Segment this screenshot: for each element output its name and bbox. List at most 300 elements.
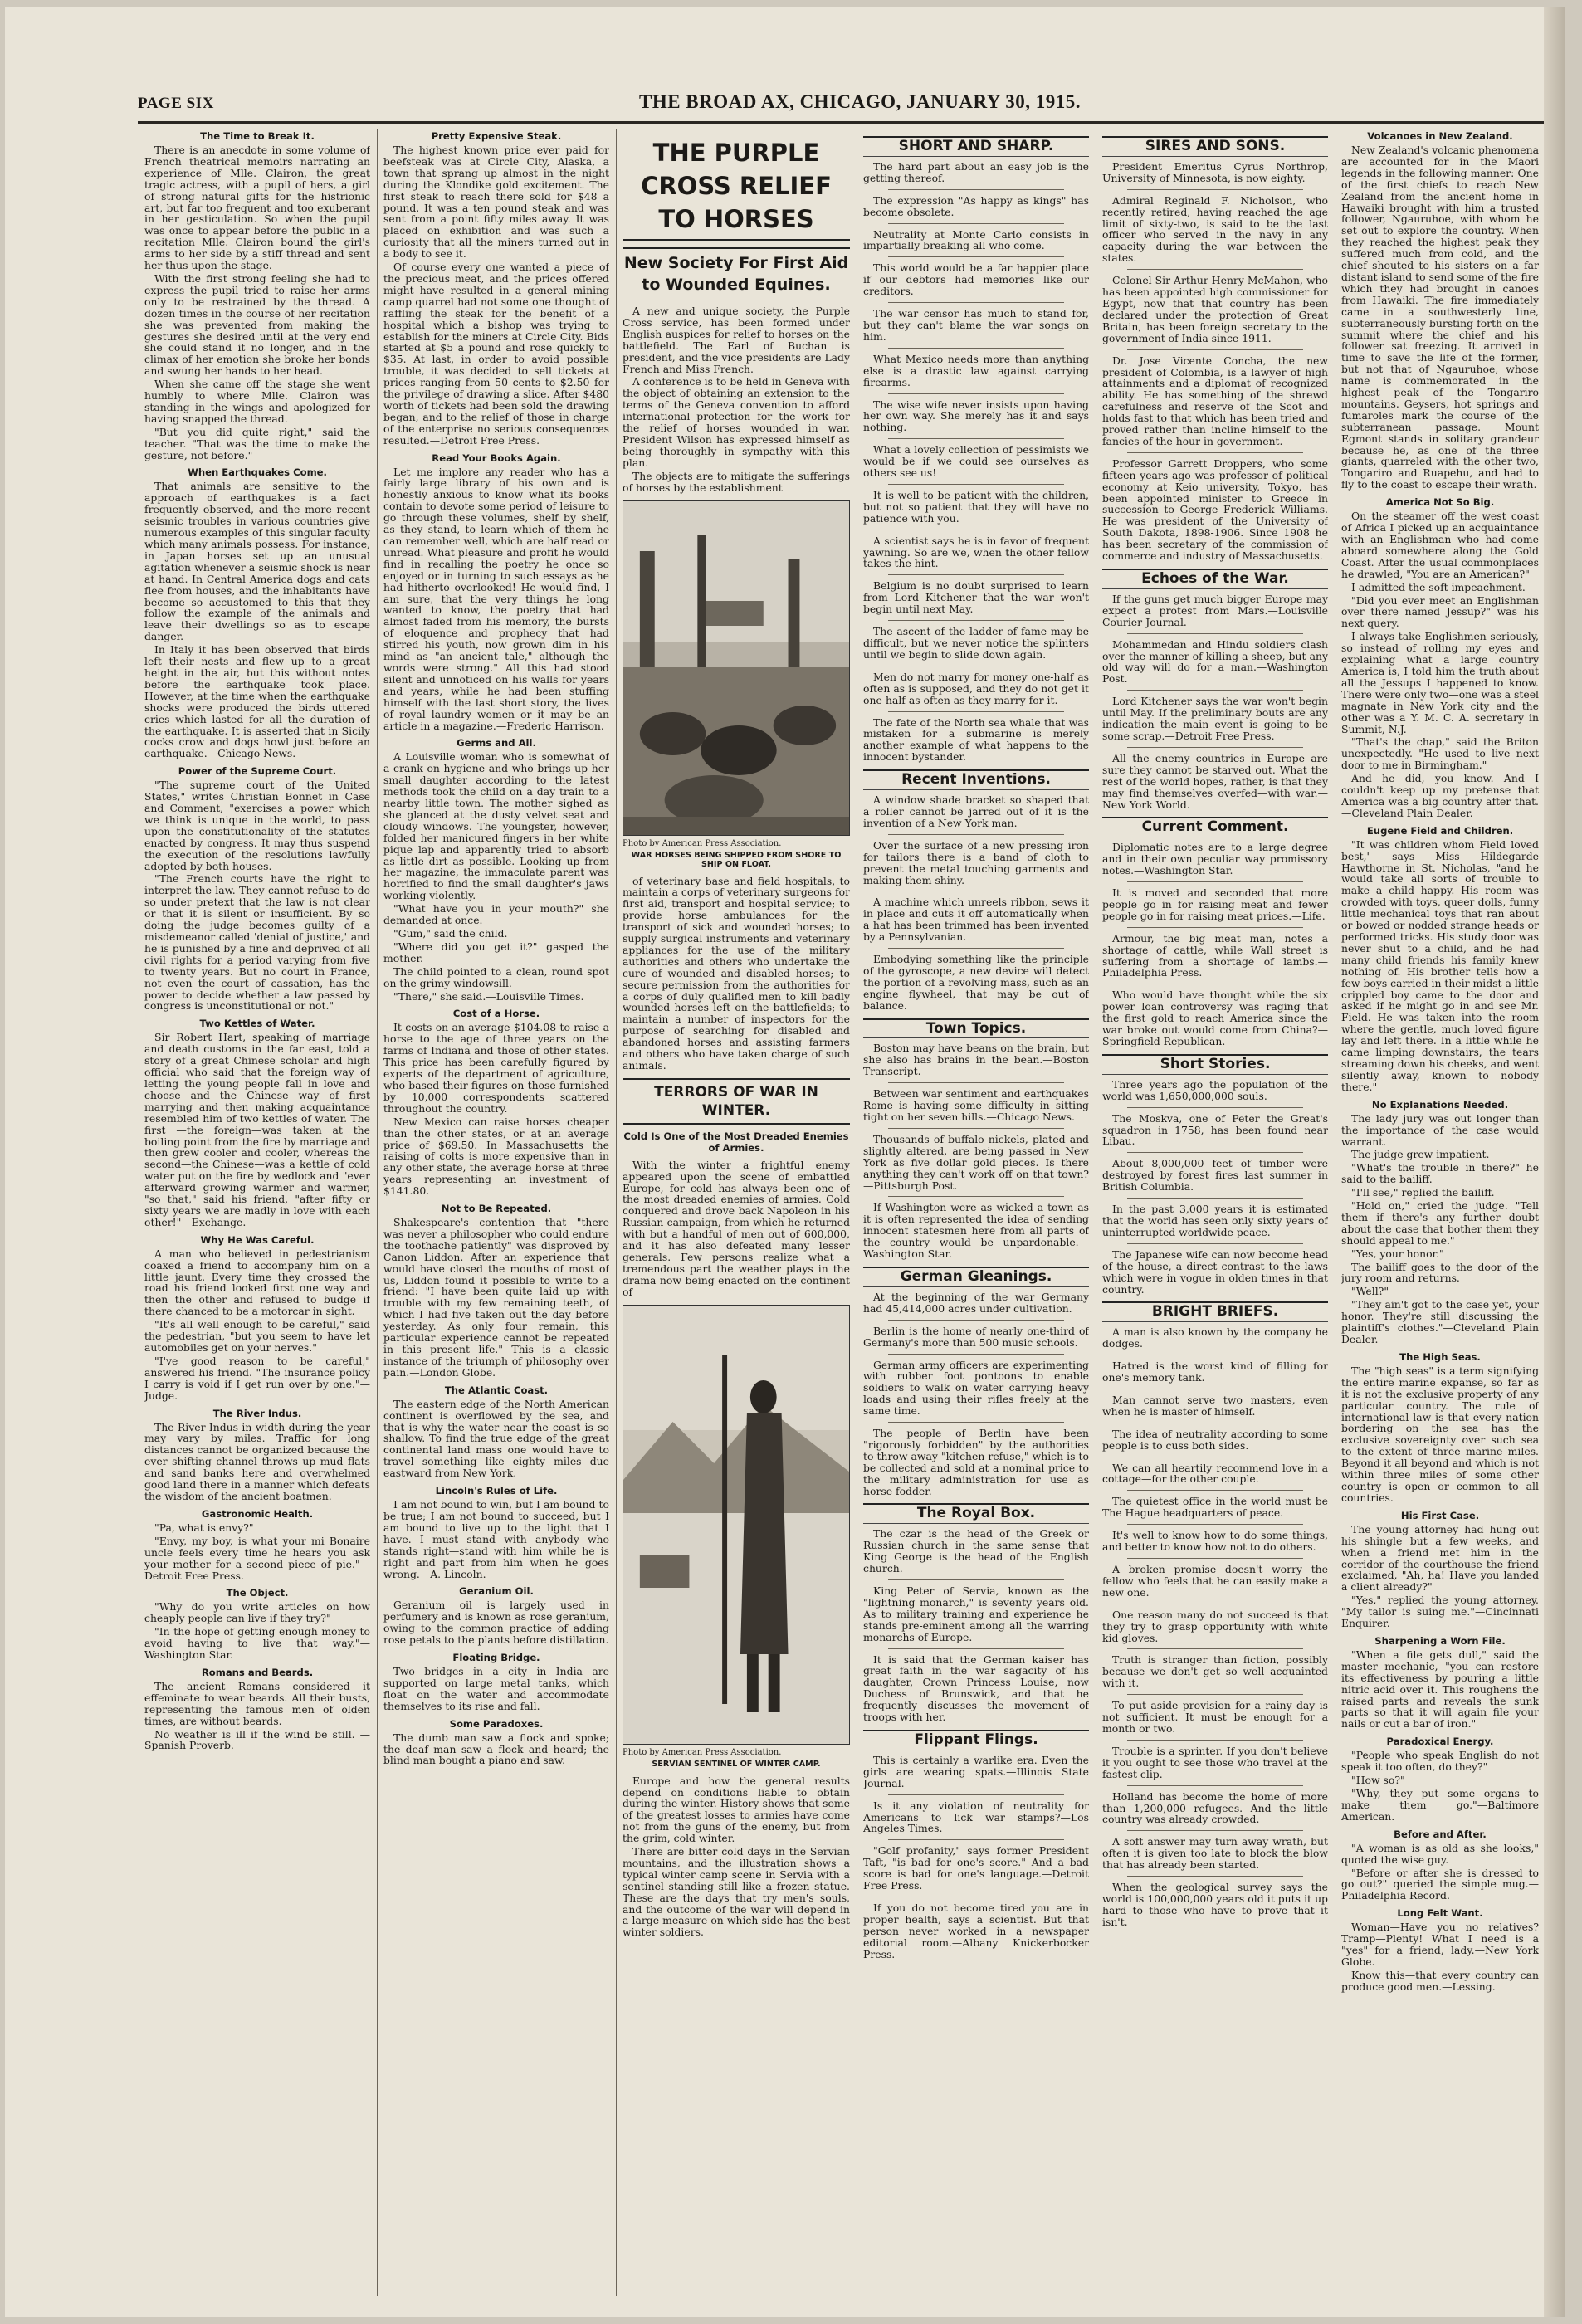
article-paragraph: "The supreme court of the United States," writes Christian Bonnet in Case and Comment, "exercises a power which we think is unique in the world, to pass upon the constitutionality of the statutes enacted by congress. It may thus suspend the execution of the resolutions lawfully adopted by both houses.	[144, 779, 370, 872]
feature-headline: THE PURPLE CROSS RELIEF TO HORSES	[623, 133, 850, 241]
column-2	[383, 129, 609, 2296]
article-heading: Power of the Supreme Court.	[178, 765, 337, 778]
article-paragraph: "In the hope of getting enough money to avoid having to live that way."—Washington Star.	[144, 1625, 370, 1662]
article-paragraph: A scientist says he is in favor of frequent yawning. So are we, when the other fellow takes the hint.	[863, 534, 1089, 570]
feature-body-2	[623, 876, 850, 1072]
section-item	[863, 1042, 1089, 1077]
item-divider	[1127, 1198, 1303, 1199]
article-heading: Germs and All.	[457, 737, 536, 749]
article-paragraph: Europe and how the general results depend on conditions liable to obtain during the winter. History shows that some of the greatest losses to armies have come not from the guns of the enemy, but from the grim, cold winter.	[623, 1774, 850, 1845]
article-paragraph: The war censor has much to stand for, but they can't blame the war songs on him.	[863, 307, 1089, 343]
item-divider	[888, 1354, 1064, 1355]
section-item	[863, 1902, 1089, 1960]
article-paragraph: "It's all well enough to be careful," said the pedestrian, "but you seem to have let automobiles get on your nerves."	[144, 1318, 370, 1354]
item-divider	[888, 348, 1064, 349]
section-heading: BRIGHT BRIEFS.	[1102, 1301, 1328, 1322]
column-rule	[616, 129, 617, 2296]
section-item	[863, 535, 1089, 570]
photo-caption: SERVIAN SENTINEL OF WINTER CAMP.	[652, 1759, 821, 1769]
article-paragraph: The wise wife never insists upon having her own way. She merely has it and says nothing.	[863, 398, 1089, 434]
article	[1341, 1511, 1539, 1629]
article-paragraph: Three years ago the population of the world was 1,650,000,000 souls.	[1102, 1077, 1328, 1102]
section-item	[1102, 989, 1328, 1047]
article	[383, 1653, 609, 1712]
item-divider	[888, 1320, 1064, 1321]
article-paragraph: The young attorney had hung out his shingle but a few weeks, and when a friend met him in the corridor of the courthouse the friend exclaimed, "Ah, ha! Have you landed a client already?"	[1341, 1522, 1539, 1594]
section-item	[863, 717, 1089, 764]
article-paragraph: President Emeritus Cyrus Northrop, University of Minnesota, is now eighty.	[1102, 159, 1328, 184]
section-item	[1102, 1530, 1328, 1553]
article	[144, 1667, 370, 1751]
section-item	[1102, 696, 1328, 742]
section-item	[863, 229, 1089, 252]
section-item	[1102, 1609, 1328, 1644]
article-paragraph: It is moved and seconded that more people go in for raising meat and fewer people go in for raising meat prices.—Life.	[1102, 886, 1328, 922]
item-divider	[888, 834, 1064, 835]
article-heading: The High Seas.	[1399, 1350, 1481, 1363]
article	[383, 1204, 609, 1379]
article-paragraph: "Well?"	[1351, 1285, 1389, 1298]
article	[144, 1409, 370, 1502]
section-item	[1102, 1428, 1328, 1452]
article	[1341, 1100, 1539, 1345]
article-heading: Lincoln's Rules of Life.	[435, 1485, 558, 1497]
newspaper-title: THE BROAD AX, CHICAGO, JANUARY 30, 1915.	[638, 91, 1082, 112]
item-divider	[888, 223, 1064, 224]
article-paragraph: "They ain't got to the case yet, your honor. They're still discussing the plaintiff's clothes."—Cleveland Plain Dealer.	[1341, 1298, 1539, 1345]
article-paragraph: It's well to know how to do some things, and better to know how not to do others.	[1102, 1529, 1328, 1554]
photo-war-horses	[623, 500, 850, 836]
section-item	[1102, 753, 1328, 811]
article-paragraph: Diplomatic notes are to a large degree and in their own peculiar way promissory notes.—Washington Star.	[1102, 841, 1328, 877]
article-paragraph: This is certainly a warlike era. Even the girls are wearing spats.—Illinois State Journal.	[863, 1753, 1089, 1789]
item-divider	[1127, 349, 1303, 350]
article-heading: Romans and Beards.	[201, 1666, 314, 1678]
article-paragraph: Let me implore any reader who has a fairly large library of his own and is honestly anxious to know what its books contain to devote some period of leisure to go through these volumes, shelf by shelf, as they stand, to learn which of them he can remember well, which are half read or unread. What pleasure and profit he would find in recalling the poetry he once so enjoyed or in turning to such essays as he had hitherto overlooked! He would find, I am sure, that the very things he long wanted to know, the poetry that had almost faded from his memory, the bursts of eloquence and prophecy that had stirred his youth, now grown dim in his mind as "an ancient tale," although the words were strong." All this had stood silent and unnoticed on his walls for years and years, while he had been stuffing himself with the last short story, the lives of royal laundry women or it may be an article in a magazine.—Frederic Harrison.	[383, 465, 609, 732]
article	[1341, 1908, 1539, 1992]
article	[1341, 1636, 1539, 1730]
article-paragraph: To put aside provision for a rainy day is not sufficient. It must be enough for a month or two.	[1102, 1699, 1328, 1735]
article-paragraph: "Why, they put some organs to make them go."—Baltimore American.	[1341, 1787, 1539, 1823]
article-heading: Some Paradoxes.	[449, 1717, 544, 1730]
article-paragraph: "When a file gets dull," said the master mechanic, "you can restore its effectiveness by pouring a little nitric acid over it. This roughens the raised parts and reveals the sunk parts so that it will again file your nails or cut a bar of iron."	[1341, 1648, 1539, 1731]
article	[383, 738, 609, 1002]
article-paragraph: Admiral Reginald F. Nicholson, who recently retired, having reached the age limit of sixty-two, is said to be the last officer who served in the navy in any capacity during the war between the states.	[1102, 193, 1328, 265]
article	[144, 1235, 370, 1402]
section-item	[863, 399, 1089, 434]
item-divider	[1127, 1785, 1303, 1786]
article-heading: His First Case.	[1400, 1509, 1480, 1521]
article	[383, 1008, 609, 1197]
article-paragraph: The "high seas" is a term signifying the entire marine expanse, so far as it is not the exclusive property of any particular country. The rule of international law is that every nation bordering on the sea has the exclusive sovereignty over such sea to the extent of three marine miles. Beyond it all beyond and which is not within three miles of some other country is open or common to all countries.	[1341, 1364, 1539, 1504]
item-divider	[888, 1082, 1064, 1083]
article-paragraph: Colonel Sir Arthur Henry McMahon, who has been appointed high commissioner for Egypt, now that that country has been declared under the protection of Great Britain, has been foreign secretary to the government of India since 1911.	[1102, 274, 1328, 344]
column-5	[1102, 129, 1328, 2296]
article-paragraph: "Yes, your honor."	[1351, 1247, 1444, 1260]
item-divider	[1127, 1740, 1303, 1741]
article-paragraph: Berlin is the home of nearly one-third of Germany's more than 500 music schools.	[863, 1324, 1089, 1349]
article-paragraph: It costs on an average $104.08 to raise a horse to the age of three years on the farms of Indiana and those of other states. This price has been carefully figured by experts of the department of agriculture, who based their figures on those furnished by 10,000 correspondents scattered throughout the country.	[383, 1021, 609, 1115]
section-item	[1102, 355, 1328, 447]
item-divider	[888, 1422, 1064, 1423]
section-item	[1102, 275, 1328, 344]
section-item	[1102, 1700, 1328, 1735]
section-item	[863, 954, 1089, 1012]
article-paragraph: "Envy, my boy, is what your mi Bonaire uncle feels every time he hears you ask your mother for a second piece of pie."—Detroit Free Press.	[144, 1534, 370, 1582]
article-paragraph: A Louisville woman who is somewhat of a crank on hygiene and who brings up her small daughter according to the latest methods took the child on a day train to a nearby little town. The mother sighed as she glanced at the dusty velvet seat and cloudy windows. The youngster, however, folded her manicured fingers in her white pique lap and apparently tried to absorb as little dirt as possible. Looking up from her magazine, the immaculate parent was horrified to find the small daughter's jaws working violently.	[383, 750, 609, 902]
item-divider	[888, 1794, 1064, 1795]
article-paragraph: "Why do you write articles on how cheaply people can live if they try?"	[144, 1600, 370, 1625]
article-paragraph: The objects are to mitigate the sufferings of horses by the establishment	[623, 469, 850, 494]
section-item	[863, 444, 1089, 479]
section-item	[863, 161, 1089, 184]
article-paragraph: German army officers are experimenting with rubber foot pontoons to enable soldiers to walk on water carrying heavy loads and using their rifles freely at the same time.	[863, 1358, 1089, 1418]
section-item	[1102, 842, 1328, 876]
section-item	[863, 1360, 1089, 1418]
article-paragraph: That animals are sensitive to the approach of earthquakes is a fact frequently observed, and the more recent seismic troubles in various countries give numerous examples of this singular faculty which many animals possess. For instance, in Japan horses set up an unusual agitation whenever a seismic shock is near at hand. In Central America dogs and cats flee from houses, and the inhabitants have become so accustomed to this that they follow the example of the animals and leave their dwellings so as to escape danger.	[144, 480, 370, 643]
article-paragraph: Armour, the big meat man, notes a shortage of cattle, while Wall street is suffering from a shortage of lambs.—Philadelphia Press.	[1102, 931, 1328, 979]
article-paragraph: Truth is stranger than fiction, possibly because we don't get so well acquainted with it.	[1102, 1653, 1328, 1690]
article-paragraph: The ancient Romans considered it effeminate to wear beards. All their busts, representing the famous men of olden times, are without beards.	[144, 1679, 370, 1727]
article-paragraph: "Did you ever meet an Englishman over there named Jessup?" was his next query.	[1341, 593, 1539, 630]
article-paragraph: of veterinary base and field hospitals, to maintain a corps of veterinary surgeons for first aid, transport and hospital service; to provide horse ambulances for the transport of sick and wounded horses; to supply surgical instruments and veterinary appliances for the use of the military authorities and others who undertake the cure of wounded and disabled horses; to secure permission from the authorities for a corps of duly qualified men to kill badly wounded horses left on the battlefields; to maintain a number of inspectors for the purpose of searching for disabled and abandoned horses and assisting farmers and others who have taken charge of such animals.	[623, 874, 850, 1072]
section-heading: Echoes of the War.	[1102, 569, 1328, 589]
article-paragraph: The Japanese wife can now become head of the house, a direct contrast to the laws which were in vogue in olden times in that country.	[1102, 1247, 1328, 1296]
article-paragraph: Professor Garrett Droppers, who some fifteen years ago was professor of political economy at Keio university, Tokyo, has been appointed minister to Greece in succession to George Frederick Williams. He was president of the University of South Dakota, 1898-1906. Since 1908 he has been secretary of the commission of commerce and industry of Massachusetts.	[1102, 456, 1328, 563]
article-paragraph: It is well to be patient with the children, but not so patient that they will have no patience with you.	[863, 488, 1089, 525]
item-divider	[888, 302, 1064, 303]
section-item	[1102, 933, 1328, 979]
article-paragraph: Man cannot serve two masters, even when he is master of himself.	[1102, 1393, 1328, 1418]
article	[383, 1385, 609, 1479]
article-paragraph: A man is also known by the company he dodges.	[1102, 1326, 1328, 1350]
article-paragraph: Geranium oil is largely used in perfumery and is known as rose geranium, owing to the common practice of adding rose petals to the plants before distillation.	[383, 1599, 609, 1647]
article-paragraph: One reason many do not succeed is that they try to grasp opportunity with white kid gloves.	[1102, 1608, 1328, 1644]
article-heading: Long Felt Want.	[1397, 1907, 1483, 1920]
article-paragraph: Is it any violation of neutrality for Americans to lick war stamps?—Los Angeles Times.	[863, 1799, 1089, 1835]
article-paragraph: "Before or after she is dressed to go out?" queried the simple mug.—Philadelphia Record.	[1341, 1866, 1539, 1902]
article-heading: Before and After.	[1394, 1828, 1487, 1840]
item-divider	[888, 393, 1064, 394]
section-item	[1102, 1360, 1328, 1384]
article-paragraph: The Moskva, one of Peter the Great's squadron in 1758, has been found near Libau.	[1102, 1111, 1328, 1148]
item-divider	[888, 711, 1064, 712]
item-divider	[888, 484, 1064, 485]
section-item	[863, 195, 1089, 218]
article-paragraph: "There," she said.—Louisville Times.	[393, 989, 584, 1003]
item-divider	[888, 256, 1064, 257]
article-paragraph: "I'll see," replied the bailiff.	[1351, 1186, 1495, 1199]
section-item	[863, 896, 1089, 943]
article-paragraph: All the enemy countries in Europe are sure they cannot be starved out. What the rest of the world hopes, rather, is that they may find themselves overfed—with war.—New York World.	[1102, 751, 1328, 811]
article	[383, 131, 609, 447]
section-item	[1102, 1158, 1328, 1193]
article-heading: No Explanations Needed.	[1371, 1098, 1509, 1111]
item-divider	[1127, 1830, 1303, 1831]
article-paragraph: We can all heartily recommend love in a cottage—for the other couple.	[1102, 1461, 1328, 1486]
article-paragraph: "Gum," said the child.	[393, 927, 508, 940]
article-heading: Read Your Books Again.	[432, 452, 561, 464]
page-label: PAGE SIX	[138, 95, 214, 112]
section-heading: SHORT AND SHARP.	[863, 136, 1089, 157]
article-paragraph: "It was children whom Field loved best," says Miss Hildegarde Hawthorne in St. Nicholas, "and he would take all sorts of trouble to make a child happy. His room was crowded with toys, queer dolls, funny little mechanical toys that ran about or bowed or nodded strange heads or performed tricks. His study door was never shut to a child, and he had many child friends his family knew nothing of. His brother tells how a few boys carried in their midst a little crippled boy came to the door and asked if he might go in and see Mr. Field. He was taken into the room where the gentle, much loved figure lay and left there. In a little while he came limping downstairs, the tears streaming down his cheeks, and went silently away, known to nobody there."	[1341, 837, 1539, 1093]
article-paragraph: Thousands of buffalo nickels, plated and slightly altered, are being passed in New York as five dollar gold pieces. Is there anything they can't work off on that town?—Pittsburgh Post.	[863, 1132, 1089, 1192]
section-item	[1102, 1079, 1328, 1102]
section-item	[863, 308, 1089, 343]
feature-subhead: New Society For First Aid to Wounded Equines.	[623, 247, 850, 299]
article-paragraph: If you do not become tired you are in proper health, says a scientist. But that person never worked in a newspaper editorial room.—Albany Knickerbocker Press.	[863, 1901, 1089, 1960]
article-paragraph: Belgium is no doubt surprised to learn from Lord Kitchener that the war won't begin until next May.	[863, 579, 1089, 616]
section-heading: Recent Inventions.	[863, 769, 1089, 790]
article-paragraph: No weather is ill if the wind be still. —Spanish Proverb.	[144, 1727, 370, 1752]
item-divider	[1127, 633, 1303, 634]
article-paragraph: Embodying something like the principle of the gyroscope, a new device will detect the portion of a revolving mass, such as an engine flywheel, that may be out of balance.	[863, 953, 1089, 1012]
section-item	[1102, 639, 1328, 686]
item-divider	[1127, 1243, 1303, 1244]
article	[144, 1588, 370, 1661]
item-divider	[888, 189, 1064, 190]
article-paragraph: With the first strong feeling she had to express the pupil tried to raise her arms only to be restrained by the thread. A dozen times in the course of her recitation she was prevented from making the gestures she desired until at the very end she could stand it no longer, and in the climax of her emotion she broke her bonds and swung her hands to her head.	[144, 271, 370, 378]
article-paragraph: "People who speak English do not speak it too often, do they?"	[1341, 1749, 1539, 1774]
section-item	[1102, 1462, 1328, 1486]
article-heading: Not to Be Repeated.	[441, 1203, 552, 1215]
section-item	[1102, 1564, 1328, 1599]
article-paragraph: The expression "As happy as kings" has become obsolete.	[863, 193, 1089, 218]
section-item	[863, 1800, 1089, 1835]
section-item	[1102, 887, 1328, 922]
section-heading: Town Topics.	[863, 1018, 1089, 1039]
article-heading: The Time to Break It.	[200, 130, 315, 142]
article	[144, 131, 370, 461]
article-paragraph: Dr. Jose Vicente Concha, the new president of Colombia, is a lawyer of high attainments and a diplomat of recognized ability. He has something of the shrewd carefulness and reserve of the Scot and holds fast to that which has been tried and proved rather than incline himself to the fancies of the hour in government.	[1102, 354, 1328, 447]
section-item	[863, 1528, 1089, 1575]
section-item	[863, 1428, 1089, 1496]
section-item	[1102, 1496, 1328, 1519]
article-paragraph: A window shade bracket so shaped that a roller cannot be jarred out of it is the invention of a New York man.	[863, 793, 1089, 829]
item-divider	[1127, 747, 1303, 748]
article-heading: The River Indus.	[212, 1407, 302, 1419]
article-paragraph: "A woman is as old as she looks," quoted the wise guy.	[1341, 1841, 1539, 1866]
article-paragraph: "What have you in your mouth?" she demanded at once.	[383, 902, 609, 927]
article-paragraph: In the past 3,000 years it is estimated that the world has seen only sixty years of uninterrupted worldwide peace.	[1102, 1203, 1328, 1238]
article-paragraph: A new and unique society, the Purple Cross service, has been formed under English auspices for relief to horses on the battlefield. The Earl of Buchan is president, and the vice presidents are Lady French and Miss French.	[623, 305, 850, 375]
article-paragraph: "But you did quite right," said the teacher. "That was the time to make the gesture, not before."	[144, 425, 370, 461]
article-paragraph: The fate of the North sea whale that was mistaken for a submarine is merely another example of what happens to the innocent bystander.	[863, 715, 1089, 764]
article-paragraph: The child pointed to a clean, round spot on the grimy windowsill.	[383, 964, 609, 989]
section-item	[863, 1845, 1089, 1892]
article-paragraph: And he did, you know. And I couldn't keep up my pretense that America was a big country after that. —Cleveland Plain Dealer.	[1341, 772, 1539, 819]
column-rule	[377, 129, 378, 2296]
article	[144, 1509, 370, 1582]
item-divider	[1127, 1524, 1303, 1525]
article	[383, 1486, 609, 1579]
article-heading: Paradoxical Energy.	[1386, 1736, 1494, 1748]
article-paragraph: Over the surface of a new pressing iron for tailors there is a band of cloth to prevent the metal touching garments and making them shiny.	[863, 838, 1089, 886]
article-paragraph: "The French courts have the right to interpret the law. They cannot refuse to do so under pretext that the law is not clear or that it is silent or insufficient. By so doing the judge becomes guilty of a misdemeanor called 'denial of justice,' and he is punished by a fine and deprived of all civil rights for a period varying from five to twenty years. But no court in France, not even the court of cassation, has the power to decide whether a law passed by congress is unconstitutional or not."	[144, 872, 370, 1013]
article-paragraph: Trouble is a sprinter. If you don't believe it you ought to see those who travel at the fastest clip.	[1102, 1744, 1328, 1780]
article	[1341, 826, 1539, 1093]
article	[1341, 497, 1539, 819]
article-paragraph: The judge grew impatient.	[1351, 1148, 1490, 1161]
section-item	[1102, 1204, 1328, 1238]
item-divider	[1127, 1876, 1303, 1877]
article-paragraph: "How so?"	[1351, 1774, 1405, 1787]
article-paragraph: The hard part about an easy job is the getting thereof.	[863, 159, 1089, 184]
article-paragraph: When she came off the stage she went humbly to where Mlle. Clairon was standing in the wings and apologized for having snapped the thread.	[144, 378, 370, 425]
article-paragraph: If Washington were as wicked a town as it is often represented the idea of sending innocent statesmen here from all parts of the country would be unpardonable.—Washington Star.	[863, 1201, 1089, 1261]
feature-body-3	[623, 1160, 850, 1298]
feature-body-4	[623, 1775, 850, 1939]
item-divider	[888, 1196, 1064, 1197]
article-paragraph: What Mexico needs more than anything else is a drastic law against carrying firearms.	[863, 352, 1089, 388]
section-item	[863, 671, 1089, 706]
article	[1341, 1352, 1539, 1504]
article-paragraph: "That's the chap," said the Briton unexpectedly. "He used to live next door to me in Birmingham."	[1341, 735, 1539, 772]
article-paragraph: Hatred is the worst kind of filling for one's memory tank.	[1102, 1360, 1328, 1384]
item-divider	[1127, 269, 1303, 270]
section-heading: Short Stories.	[1102, 1054, 1328, 1075]
section-item	[863, 1291, 1089, 1315]
article-heading: Two Kettles of Water.	[199, 1018, 315, 1030]
section-item	[863, 1654, 1089, 1723]
section-item	[1102, 1326, 1328, 1350]
section-item	[1102, 593, 1328, 628]
section-item	[1102, 1249, 1328, 1296]
section-item	[1102, 458, 1328, 562]
article-paragraph: A soft answer may turn away wrath, but often it is given too late to block the blow that has already been started.	[1102, 1835, 1328, 1872]
section-item	[863, 490, 1089, 525]
masthead	[138, 88, 1565, 116]
section-item	[1102, 1745, 1328, 1780]
photo-credit: Photo by American Press Association.	[623, 1747, 782, 1757]
item-divider	[888, 574, 1064, 575]
item-divider	[1127, 881, 1303, 882]
item-divider	[1127, 189, 1303, 190]
article-paragraph: Woman—Have you no relatives? Tramp—Plenty! What I need is a "yes" for a friend, lady.—New York Globe.	[1341, 1921, 1539, 1968]
article-paragraph: "Where did you get it?" gasped the mother.	[383, 940, 609, 964]
item-divider	[888, 1128, 1064, 1129]
section-heading: Current Comment.	[1102, 817, 1328, 837]
article-paragraph: Know this—that every country can produce good men.—Lessing.	[1341, 1968, 1539, 1993]
section-item	[863, 354, 1089, 388]
item-divider	[888, 948, 1064, 949]
article-paragraph: The dumb man saw a flock and spoke; the deaf man saw a flock and heard; the blind man bought a piano and saw.	[383, 1731, 609, 1767]
section-heading: Flippant Flings.	[863, 1730, 1089, 1750]
article-heading: Floating Bridge.	[452, 1652, 540, 1664]
article-heading: Gastronomic Health.	[201, 1507, 314, 1520]
section-item	[863, 1088, 1089, 1123]
section-item	[1102, 1394, 1328, 1418]
article-paragraph: Sir Robert Hart, speaking of marriage and death customs in the far east, told a story of a great Chinese scholar and high official who said that the foreign way of letting the young people fall in love and choose and the Chinese way of first marrying and then making acquaintance resembled him of two kettles of water. The first —the foreign—was taken at the boiling point from the fire by marriage and then grew cooler and cooler, whereas the second—the Chinese—was a kettle of cold water put on the fire by wedlock and "ever afterward growing warmer and warmer, "so that," said his friend, "after fifty or sixty years we are madly in love with each other!"—Exchange.	[144, 1031, 370, 1228]
article	[144, 766, 370, 1012]
article-paragraph: On the steamer off the west coast of Africa I picked up an acquaintance with an Englishman who had come aboard somewhere along the Gold Coast. After the usual commonplaces he drawled, "You are an American?"	[1341, 510, 1539, 580]
article-heading: Volcanoes in New Zealand.	[1367, 130, 1513, 142]
article-paragraph: Men do not marry for money one-half as often as is supposed, and they do not get it one-half as often as they marry for it.	[863, 670, 1089, 706]
article	[144, 1018, 370, 1228]
section-item	[863, 840, 1089, 886]
article-paragraph: Who would have thought while the six power loan controversy was raging that the first gold to reach America since the war broke out would come from China?—Springfield Republican.	[1102, 989, 1328, 1047]
article-paragraph: A man who believed in pedestrianism coaxed a friend to accompany him on a little jaunt. Every time they crossed the road his friend looked first one way and then the other and refused to budge if there chanced to be a motorcar in sight.	[144, 1247, 370, 1318]
item-divider	[888, 1579, 1064, 1580]
article-heading: The Object.	[226, 1587, 289, 1599]
article-paragraph: The ascent of the ladder of fame may be difficult, but we never notice the splinters until we begin to slide down again.	[863, 625, 1089, 661]
article-paragraph: At the beginning of the war Germany had 45,414,000 acres under cultivation.	[863, 1290, 1089, 1315]
article-paragraph: This world would be a far happier place if our debtors had memories like our creditors.	[863, 261, 1089, 298]
article-paragraph: New Zealand's volcanic phenomena are accounted for in the Maori legends in the following manner: One of the first chiefs to reach New Zealand from the ancient home in Hawaiki brought with him a trusted follower, Ngauruhoe, with whom he set out to explore the country. When they reached the highest peak they suffered much from cold, and the chief shouted to his sisters on a far distant island to send some of the fire which they had brought in canoes from Hawaiki. The fire immediately came in a southwesterly line, subterraneously bursting forth on the summit where the chief and his follower sat freezing. It arrived in time to save the life of the former, but not that of Ngauruhoe, whose name is commemorated in the highest peak of the Tongariro mountains. Geysers, hot springs and fumaroles mark the course of the subterranean passage. Mount Egmont stands in solitary grandeur because he, as one of the three giants, quarreled with the other two, Tongariro and Ruapehu, and had to fly to the coast to escape their wrath.	[1341, 144, 1539, 491]
article-paragraph: Neutrality at Monte Carlo consists in impartially breaking all who come.	[863, 227, 1089, 252]
article	[383, 1719, 609, 1767]
article-paragraph: New Mexico can raise horses cheaper than the other states, or at an average price of $69.50. In Massachusetts the raising of colts is more expensive than in any other state, the average horse at three years representing an investment of $141.80.	[383, 1115, 609, 1198]
article-paragraph: I always take Englishmen seriously, so instead of rolling my eyes and explaining what a large country America is, I told him the truth about all the Jessups I happened to know. There were only two—one was a steel magnate in New York city and the other was a Y. M. C. A. secretary in Summit, N.J.	[1341, 630, 1539, 735]
article-paragraph: King Peter of Servia, known as the "lightning monarch," is seventy years old. As to military training and experience he stands pre-eminent among all the warring monarchs of Europe.	[863, 1584, 1089, 1643]
masthead-rule	[138, 121, 1565, 124]
section-item	[1102, 1836, 1328, 1871]
article-heading: When Earthquakes Come.	[188, 466, 327, 479]
column-4	[863, 129, 1089, 2296]
item-divider	[888, 1648, 1064, 1649]
photo-caption: WAR HORSES BEING SHIPPED FROM SHORE TO SHIP ON FLOAT.	[631, 850, 842, 869]
article-paragraph: Holland has become the home of more than 1,200,000 refugees. And the little country was already crowded.	[1102, 1789, 1328, 1826]
article-paragraph: Boston may have beans on the brain, but she also has brains in the bean.—Boston Transcript.	[863, 1042, 1089, 1078]
column-3	[623, 129, 850, 2296]
article-paragraph: Two bridges in a city in India are supported on large metal tanks, which float on the water and accommodate themselves to its rise and fall.	[383, 1665, 609, 1712]
article-paragraph: The bailiff goes to the door of the jury room and returns.	[1341, 1260, 1539, 1285]
section-item	[863, 1585, 1089, 1643]
article-paragraph: The lady jury was out longer than the importance of the case would warrant.	[1341, 1111, 1539, 1148]
item-divider	[1127, 1648, 1303, 1649]
article	[383, 453, 609, 732]
article-paragraph: The River Indus in width during the year may vary by miles. Traffic for long distances cannot be organized because the ever shifting channel throws up mud flats and sand banks here and overwhelmed good land there in a manner which defeats the wisdom of the ancient boatmen.	[144, 1420, 370, 1502]
article-paragraph: Of course every one wanted a piece of the precious meat, and the prices offered might have resulted in a general mining camp quarrel had not some one thought of raffling the steak for the benefit of a hospital which a bishop was trying to establish for the miners at Circle City. Bids started at $5 a pound and rose quickly to $35. At last, in order to avoid possible trouble, it was decided to sell tickets at prices ranging from 50 cents to $2.50 for the privilege of drawing a slice. After $480 worth of tickets had been sold the drawing began, and to the relief of those in charge of the enterprise no serious consequences resulted.—Detroit Free Press.	[383, 261, 609, 447]
article	[144, 467, 370, 759]
photo-credit: Photo by American Press Association.	[623, 838, 782, 848]
article-paragraph: Mohammedan and Hindu soldiers clash over the manner of killing a sheep, but any old way will do for a man.—Washington Post.	[1102, 637, 1328, 686]
section-heading: The Royal Box.	[863, 1503, 1089, 1524]
item-divider	[888, 1839, 1064, 1840]
article-paragraph: "Golf profanity," says former President Taft, "is bad for one's score." And a bad score is bad for one's language.—Detroit Free Press.	[863, 1844, 1089, 1892]
section-item	[1102, 161, 1328, 184]
section-item	[1102, 1791, 1328, 1826]
article-paragraph: Between war sentiment and earthquakes Rome is having some difficulty in sitting tight on her seven hills.—Chicago News.	[863, 1087, 1089, 1123]
feature-subhead-2: Cold Is One of the Most Dreaded Enemies of Armies.	[623, 1130, 849, 1154]
article-paragraph: About 8,000,000 feet of timber were destroyed by forest fires last summer in British Columbia.	[1102, 1157, 1328, 1194]
item-divider	[1127, 690, 1303, 691]
article-heading: The Atlantic Coast.	[444, 1384, 549, 1396]
section-item	[863, 794, 1089, 829]
article-paragraph: A machine which unreels ribbon, sews it in place and cuts it off automatically when a hat has been trimmed has been invented by a Pennsylvanian.	[863, 896, 1089, 944]
article-heading: Pretty Expensive Steak.	[431, 130, 562, 142]
page-edge	[1544, 7, 1565, 2317]
article-paragraph: What a lovely collection of pessimists we would be if we could see ourselves as others see us!	[863, 443, 1089, 480]
section-item	[863, 1326, 1089, 1349]
article-paragraph: There is an anecdote in some volume of French theatrical memoirs narrating an experience of Mlle. Clairon, the great tragic actress, with a pupil of hers, a girl of strong natural gifts for the histrionic art, but far too frequent and too exuberant in her gesticulation. So when the pupil was once to appear before the public in a recitation Mlle. Clairon bound the girl's arms to her side by a stiff thread and sent her thus upon the stage.	[144, 144, 370, 272]
article-paragraph: There are bitter cold days in the Servian mountains, and the illustration shows a typical winter camp scene in Servia with a sentinel standing still like a frozen statue. These are the days that try men's souls, and the outcome of the war will depend in a large measure on which side has the best winter soldiers.	[623, 1845, 850, 1939]
article	[1341, 1736, 1539, 1822]
article-paragraph: "Yes," replied the young attorney. "My tailor is suing me."—Cincinnati Enquirer.	[1341, 1594, 1539, 1630]
section-item	[1102, 1882, 1328, 1928]
newspaper-page	[5, 7, 1565, 2317]
feature-body-1	[623, 305, 850, 494]
article-paragraph: I am not bound to win, but I am bound to be true; I am not bound to succeed, but I am bound to live up to the light that I have. I must stand with anybody who stands right—stand with him while he is right and part from him when he goes wrong.—A. Lincoln.	[383, 1498, 609, 1580]
article-heading: Why He Was Careful.	[200, 1233, 315, 1246]
article	[383, 1586, 609, 1646]
article-heading: Sharpening a Worn File.	[1374, 1634, 1506, 1647]
item-divider	[888, 620, 1064, 621]
article-paragraph: When the geological survey says the world is 100,000,000 years old it puts it up hard to those who have to prove that it isn't.	[1102, 1881, 1328, 1928]
item-divider	[1127, 452, 1303, 453]
item-divider	[1127, 927, 1303, 928]
item-divider	[1127, 1107, 1303, 1108]
